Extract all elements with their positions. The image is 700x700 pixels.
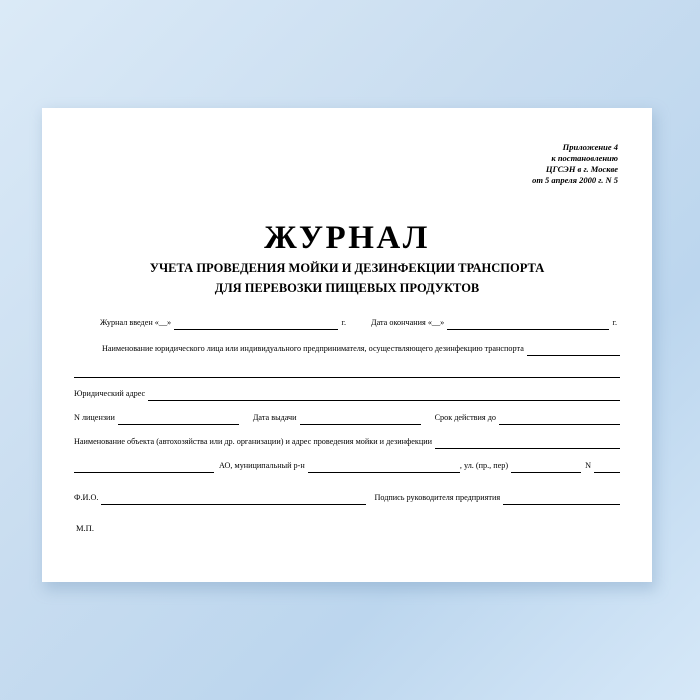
legal-address-input[interactable]: [148, 391, 620, 401]
entity-name-input[interactable]: [527, 346, 620, 356]
license-number-input[interactable]: [118, 415, 239, 425]
address-row: [74, 459, 620, 473]
corner-note-line-1: Приложение 4: [562, 142, 618, 152]
corner-reference-note: [74, 142, 618, 186]
district-label: АО, муниципальный р-н: [219, 461, 305, 470]
document-sheet: [42, 108, 652, 582]
entity-name-row: [74, 342, 620, 356]
stamp-label: М.П.: [76, 523, 94, 533]
license-row: [74, 411, 620, 425]
valid-until-input[interactable]: [499, 415, 620, 425]
page-subtitle-line-2: ДЛЯ ПЕРЕВОЗКИ ПИЩЕВЫХ ПРОДУКТОВ: [214, 281, 480, 295]
corner-note-line-2: к постановлению: [551, 153, 618, 163]
director-signature-label: Подпись руководителя предприятия: [374, 493, 501, 502]
date-finished-suffix: г.: [612, 318, 617, 327]
corner-note-line-3: ЦГСЭН в г. Москве: [545, 164, 618, 174]
journal-started-group: [74, 316, 371, 330]
issue-date-input[interactable]: [300, 415, 421, 425]
issue-date-label: Дата выдачи: [252, 413, 297, 422]
journal-started-label: Журнал введен «__»: [100, 318, 172, 327]
page-title: ЖУРНАЛ: [264, 220, 430, 256]
district-input[interactable]: [308, 463, 460, 473]
house-number-label: N: [585, 461, 591, 470]
street-input[interactable]: [511, 463, 581, 473]
date-finished-label: Дата окончания «__»: [371, 318, 445, 327]
legal-address-row: [74, 387, 620, 401]
valid-until-label: Срок действия до: [434, 413, 496, 422]
street-label: , ул. (пр., пер): [459, 461, 509, 470]
journal-started-input[interactable]: [174, 320, 337, 330]
director-signature-input[interactable]: [503, 495, 620, 505]
date-finished-input[interactable]: [447, 320, 608, 330]
title-block: [74, 220, 620, 296]
object-name-input[interactable]: [435, 439, 620, 449]
legal-address-label: Юридический адрес: [74, 389, 146, 398]
address-prefix-input[interactable]: [74, 463, 214, 473]
fio-label: Ф.И.О.: [74, 493, 99, 502]
entity-name-label: Наименование юридического лица или индивидуального предпринимателя, осуществляющего дезинфекцию транспорта: [102, 344, 524, 353]
dates-row: [74, 316, 620, 330]
journal-started-suffix: г.: [341, 318, 346, 327]
house-number-input[interactable]: [594, 463, 620, 473]
date-finished-group: [371, 316, 620, 330]
entity-name-input-continued[interactable]: [74, 366, 620, 378]
form-body: [74, 316, 620, 535]
object-name-label: Наименование объекта (автохозяйства или др. организации) и адрес проведения мойки и дезинфекции: [74, 437, 433, 446]
page-subtitle-line-1: УЧЕТА ПРОВЕДЕНИЯ МОЙКИ И ДЕЗИНФЕКЦИИ ТРАНСПОРТА: [149, 261, 545, 275]
license-number-label: N лицензии: [74, 413, 115, 422]
fio-row: [74, 491, 620, 505]
object-name-row: [74, 435, 620, 449]
fio-input[interactable]: [101, 495, 366, 505]
corner-note-line-4: от 5 апреля 2000 г. N 5: [532, 175, 618, 185]
